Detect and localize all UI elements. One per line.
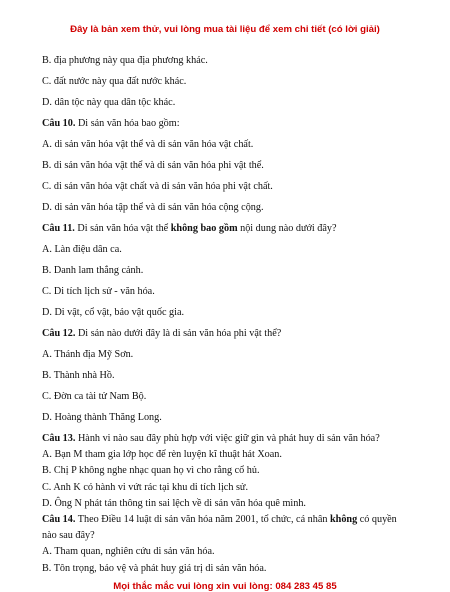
q13-option-c: C. Anh K có hành vi vứt rác tại khu di tích lịch sử. [42,481,248,493]
q11-option-d: D. Di vật, cổ vật, bảo vật quốc gia. [42,307,185,318]
q12-option-a: A. Thánh địa Mỹ Sơn. [42,349,134,360]
q11-option-a: A. Làn điệu dân ca. [42,244,122,255]
option-text: A. Tham quan, nghiên cứu di sản văn hóa. [42,546,215,558]
question-text: Theo Điều 14 luật di sản văn hóa năm 2001, tổ chức, cá nhân [75,514,330,525]
prev-option-d: D. dân tộc này qua dân tộc khác. [42,97,176,108]
question-11 [42,223,422,235]
question-12 [42,328,422,340]
question-emphasis: không bao gồm [170,223,238,234]
question-14-line2 [42,530,422,542]
question-number: Câu 14. [42,514,76,525]
q11-option-b: B. Danh lam thắng cảnh. [42,265,144,276]
question-text: Di sản văn hóa bao gồm: [75,118,180,129]
question-number: Câu 11. [42,223,75,234]
q10-option-b: B. di sản văn hóa vật thể và di sản văn hóa phi vật thể. [42,160,264,171]
q10-option-c: C. di sản văn hóa vật chất và di sản văn hóa phi vật chất. [42,181,273,192]
question-text-end: nội dung nào dưới đây? [237,223,337,234]
question-14 [42,514,422,526]
question-text: Di sản nào dưới đây là di sản văn hóa phi vật thể? [75,328,282,339]
prev-option-c: C. đất nước này qua đất nước khác. [42,76,187,87]
question-emphasis: không [329,514,358,525]
question-number: Câu 10. [42,118,76,129]
question-10 [42,118,422,130]
q12-option-c: C. Đờn ca tài tử Nam Bộ. [42,391,147,402]
question-text-cont: nào sau đây? [42,530,95,542]
footer-notice: Mọi thắc mắc vui lòng xin vui lòng: 084 283 45 85 [113,580,337,592]
question-text: Hành vi nào sau đây phù hợp với việc giữ gìn và phát huy di sản văn hóa? [75,433,380,444]
question-number: Câu 12. [42,328,76,339]
q13-option-d: D. Ông N phát tán thông tin sai lệch về di sản văn hóa quê mình. [42,497,306,509]
option-text: B. Tôn trọng, bảo vệ và phát huy giá trị di sản văn hóa. [42,562,267,574]
q13-option-a: A. Bạn M tham gia lớp học để rèn luyện kĩ thuật hát Xoan. [42,449,282,461]
prev-option-b: B. địa phương này qua địa phương khác. [42,55,208,66]
question-13 [42,433,422,445]
q12-option-d: D. Hoàng thành Thăng Long. [42,412,162,423]
q13-option-b: B. Chị P không nghe nhạc quan họ vì cho rằng cổ hủ. [42,465,260,477]
header-notice: Đây là bản xem thử, vui lòng mua tài liệu để xem chi tiết (có lời giải) [70,24,380,35]
q10-option-d: D. di sản văn hóa tập thể và di sản văn hóa cộng cộng. [42,202,264,213]
q10-option-a: A. di sản văn hóa vật thể và di sản văn hóa vật chất. [42,139,254,150]
question-text-end: có quyền [357,514,397,525]
q14-option-b [42,563,422,575]
question-text: Di sản văn hóa vật thể [74,223,171,234]
question-number: Câu 13. [42,433,76,444]
q11-option-c: C. Di tích lịch sử - văn hóa. [42,286,155,297]
q12-option-b: B. Thành nhà Hồ. [42,370,115,381]
q14-option-a [42,546,422,558]
